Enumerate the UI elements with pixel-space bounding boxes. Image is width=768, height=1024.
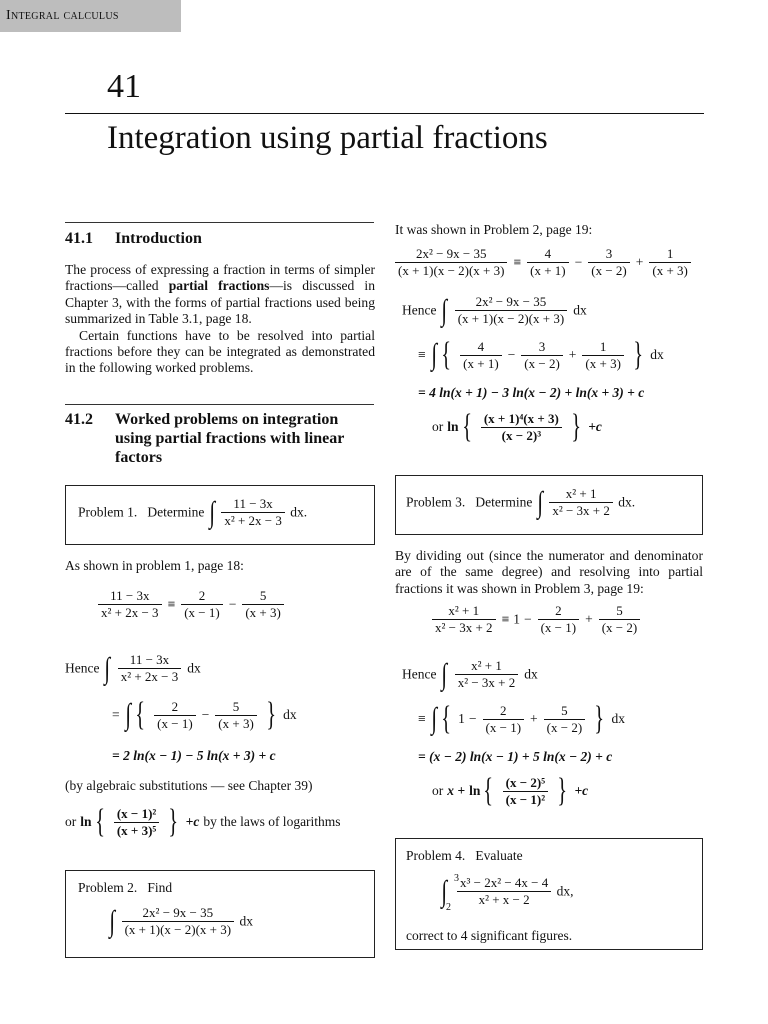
p3-hence: Hence ∫ $\frac{\text{x² + 1}}{\text{x² − 3x + 2}}$ dx — [402, 657, 538, 691]
p3-equation: $\frac{\text{x² + 1}}{\text{x² − 3x + 2}}$ ≡ 1 − $\frac{2}{(x - 1)}$ + $\frac{5}{(x - 2)}$ — [430, 603, 642, 636]
p3-log-form: or x + ln{ $\frac{\text{(x − 2)⁵}}{\text{(x − 1)²}}$ } +c — [432, 772, 589, 809]
p1-note: (by algebraic substitutions — see Chapter 39) — [65, 778, 313, 793]
section-heading-intro: 41.1 Introduction — [65, 230, 202, 247]
section-heading-worked: 41.2 Worked problems on integration using partial fractions with linear factors — [65, 411, 345, 466]
right-log-form: or ln{ $\frac{\text{(x + 1)⁴(x + 3)}}{\text{(x − 2)³}}$ } +c — [432, 408, 602, 445]
problem-4-box: Problem 4. Evaluate ∫ 3 2 $\frac{\text{x³ − 2x² − 4x − 4}}{\text{x² + x − 2}}$ dx, correct to 4 significant figures. — [395, 838, 703, 950]
p1-hence: Hence ∫ $\frac{11 - 3x}{\text{x² + 2x − 3}}$ dx — [65, 651, 201, 685]
right-intro: It was shown in Problem 2, page 19: — [395, 222, 593, 237]
intro-text: The process of expressing a fraction in terms of simpler fractions—called partial fractions—is discussed in Chapter 3, with the forms of partial fractions used being summarized in Table 3.1, page 18. Certain functions have to be resolved into partial fractions before they can be integrated as demonstrated in the following worked problems. — [65, 262, 375, 376]
p1-result: = 2 ln(x − 1) − 5 ln(x + 3) + c — [112, 748, 276, 763]
p3-result: = (x − 2) ln(x − 1) + 5 ln(x − 2) + c — [418, 749, 613, 764]
chapter-title: Integration using partial fractions — [107, 120, 548, 156]
section-tab: Integral calculus — [0, 0, 181, 32]
right-result: = 4 ln(x + 1) − 3 ln(x − 2) + ln(x + 3) + c — [418, 385, 645, 400]
right-step: ≡ ∫ { $\frac{4}{(x + 1)}$ − $\frac{3}{(x - 2)}$ + $\frac{1}{(x + 3)}$ } dx — [418, 336, 664, 373]
p3-step: ≡ ∫ { 1 − $\frac{2}{(x - 1)}$ + $\frac{5}{(x - 2)}$ } dx — [418, 700, 625, 737]
chapter-rule — [65, 113, 704, 114]
right-hence: Hence ∫ $\frac{\text{2x² − 9x − 35}}{(x + 1)(x - 2)(x + 3)}$ dx — [402, 293, 587, 327]
problem-1-box: Problem 1. Determine ∫ $\frac{11 - 3x}{\text{x² + 2x − 3}}$ dx. — [65, 485, 375, 545]
chapter-number: 41 — [107, 68, 141, 105]
p3-body: By dividing out (since the numerator and denominator are of the same degree) and resolving into partial fractions it was shown in Problem 3, page 19: — [395, 548, 703, 596]
right-equation: $\frac{\text{2x² − 9x − 35}}{(x + 1)(x - 2)(x + 3)}$ ≡ $\frac{4}{(x + 1)}$ − $\frac{3}{(x - 2)}$ + $\frac{1}{(x + 3)}$ — [393, 246, 693, 279]
section-rule — [65, 222, 374, 223]
p1-equation: $\frac{11 - 3x}{\text{x² + 2x − 3}}$ ≡ $\frac{2}{(x - 1)}$ − $\frac{5}{(x + 3)}$ — [96, 588, 286, 621]
problem-2-box: Problem 2. Find ∫ $\frac{\text{2x² − 9x − 35}}{(x + 1)(x - 2)(x + 3)}$ dx — [65, 870, 375, 958]
p1-intro: As shown in problem 1, page 18: — [65, 558, 244, 573]
p1-step: = ∫ { $\frac{2}{(x - 1)}$ − $\frac{5}{(x + 3)}$ } dx — [112, 696, 297, 733]
section-rule — [65, 404, 374, 405]
p1-log-form: or ln{ $\frac{\text{(x − 1)²}}{\text{(x + 3)⁵}}$ } +c by the laws of logarithms — [65, 803, 341, 840]
problem-3-box: Problem 3. Determine ∫ $\frac{\text{x² + 1}}{\text{x² − 3x + 2}}$ dx. — [395, 475, 703, 535]
